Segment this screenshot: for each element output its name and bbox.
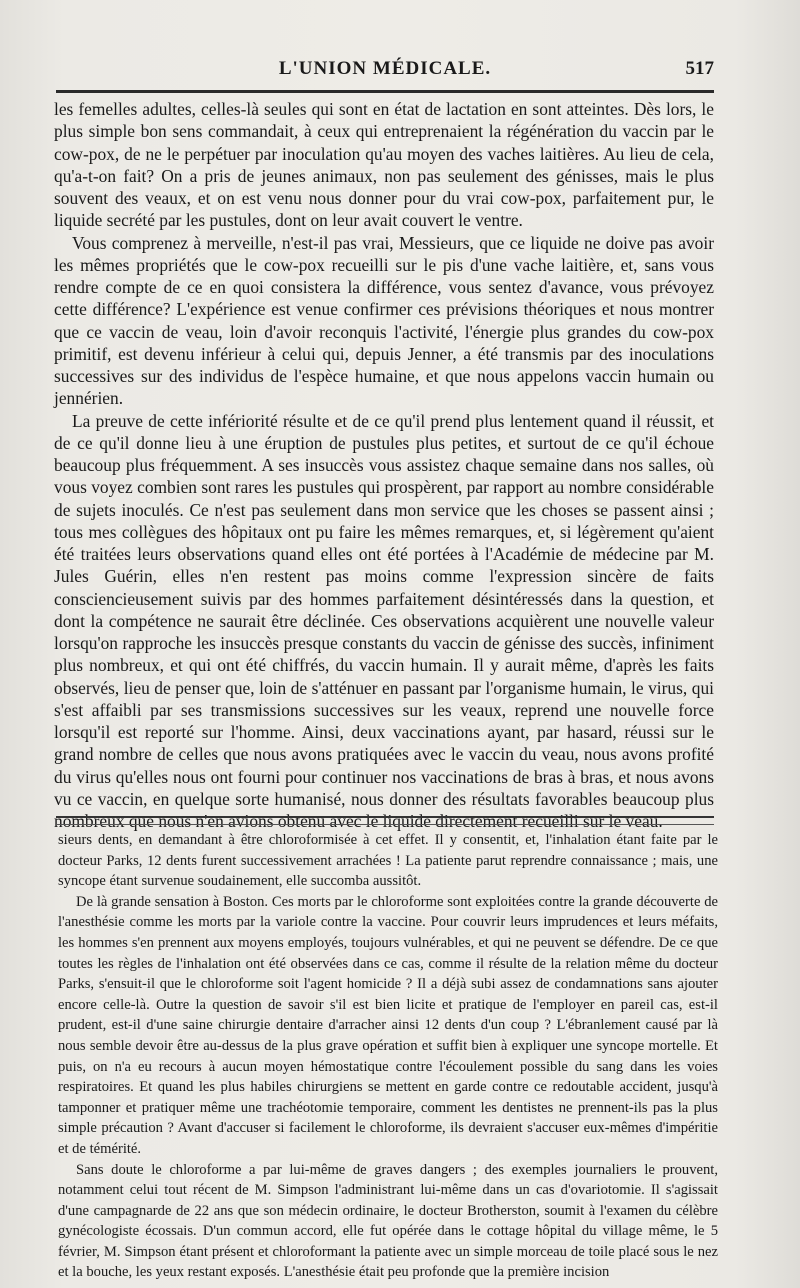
header-rule bbox=[56, 90, 714, 93]
main-paragraph: La preuve de cette infériorité résulte et de ce qu'il prend plus lentement quand il réussit, et de ce qu'il donne lieu à une éruption de pustules plus petites, et surtout de ce qu'il échoue beaucoup plus fréquemment. A ses insuccès vous assistez chaque semaine dans nos salles, où vous voyez combien sont rares les pustules qui prospèrent, par rapport au nombre considérable de sujets inoculés. Ce n'est pas seulement dans mon service que les choses se passent ainsi ; tous mes collègues des hôpitaux ont pu faire les mêmes remarques, et, si légèrement qu'aient été traitées leurs observations quand elles ont été portées à l'Académie de médecine par M. Jules Guérin, elles n'en restent pas moins comme l'expression sincère de faits consciencieusement suivis par des hommes parfaitement désintéressés dans la question, et dont la compétence ne saurait être déclinée. Ces observations acquièrent une nouvelle valeur lorsqu'on rapproche les insuccès presque constants du vaccin de génisse des succès, infiniment plus nombreux, et qui ont été chiffrés, du vaccin humain. Il y aurait même, d'après les faits observés, lieu de penser que, loin de s'atténuer en passant par l'organisme humain, le virus, qui s'est affaibli par ses transmissions successives sur les veaux, reprend une nouvelle force lorsqu'il est reporté sur l'homme. Ainsi, deux vaccinations ayant, par hasard, réussi sur le grand nombre de celles que nous avons pratiquées avec le vaccin du veau, nous avons profité du virus qu'elles nous ont fourni pour continuer nos vaccinations de bras à bras, et nous avons vu ce vaccin, en quelque sorte humanisé, nous donner des résultats favorables beaucoup plus nombreux que nous n'en avions obtenu avec le liquide directement recueilli sur le veau. bbox=[54, 410, 714, 831]
feuilleton-separator bbox=[56, 816, 714, 825]
feuilleton-paragraph: De là grande sensation à Boston. Ces morts par le chloroforme sont exploitées contre la grande découverte de l'anesthésie comme les morts par la variole contre la vaccine. Pour couvrir leurs imprudences et leurs méfaits, les hommes s'en prennent aux moyens employés, toujours vulnérables, et qui ne peuvent se défendre. De ce que toutes les règles de l'inhalation ont été observées dans ce cas, comme il résulte de la relation même du docteur Parks, s'ensuit-il que le chloroforme soit l'agent homicide ? Il a déjà subi assez de condamnations sans ajouter encore celle-là. Outre la question de savoir s'il est bien licite et pratique de l'employer en pareil cas, est-il prudent, est-il d'une saine chirurgie dentaire d'arracher ainsi 12 dents d'un coup ? L'ébranlement causé par là nous semble devoir être au-dessus de la plus grave opération et suffit bien à expliquer une syncope mortelle. Et puis, on n'a eu recours à aucun moyen hémostatique contre l'écoulement possible du sang dans les voies respiratoires. Et quand les plus habiles chirurgiens se mettent en garde contre ce redoutable accident, jusqu'à tamponner et pratiquer même une trachéotomie temporaire, comment les dentistes ne prennent-ils pas la plus simple précaution ? Avant d'accuser si facilement le chloroforme, ils devraient s'accuser eux-mêmes d'impéritie et de témérité. bbox=[58, 893, 718, 1157]
main-text bbox=[54, 98, 714, 832]
main-paragraph: les femelles adultes, celles-là seules qui sont en état de lactation en sont atteintes. Dès lors, le plus simple bon sens commandait, à ceux qui entreprenaient la régénération du vaccin par le cow-pox, de ne le perpétuer par inoculation qu'au moyen des vaches laitières. Au lieu de cela, qu'a-t-on fait? On a pris de jeunes animaux, non pas seulement des génisses, mais le plus souvent des veaux, et on est venu nous donner pour du vrai cow-pox, parfaitement pur, le liquide secrété par les pustules, dont on leur avait couvert le ventre. bbox=[54, 99, 714, 231]
feuilleton-paragraph: Sans doute le chloroforme a par lui-même de graves dangers ; des exemples journaliers le prouvent, notamment celui tout récent de M. Simpson l'administrant lui-même dans un cas d'ovariotomie. Il s'agissait d'une campagnarde de 22 ans que son médecin ordinaire, le docteur Brotherston, soumit à l'examen du célèbre gynécologiste écossais. D'un commun accord, elle fut opérée dans le cottage hôpital du village même, le 5 février, M. Simpson étant présent et chloroformant la patiente avec un simple morceau de toile placé sous le nez et la bouche, les yeux restant exposés. L'anesthésie était peu profonde que la première incision bbox=[58, 1161, 718, 1281]
page-number: 517 bbox=[685, 58, 714, 79]
journal-title: L'UNION MÉDICALE. bbox=[278, 58, 492, 79]
main-paragraph: Vous comprenez à merveille, n'est-il pas vrai, Messieurs, que ce liquide ne doive pas avoir les mêmes propriétés que le cow-pox recueilli sur le pis d'une vache laitière, et, sans vous rendre compte de ce en quoi consistera la différence, vous sentez d'avance, vous prévoyez cette différence? L'expérience est venue confirmer ces prévisions théoriques et nous montrer que ce vaccin de veau, loin d'avoir reconquis l'activité, l'énergie plus grandes du cow-pox primitif, est devenu inférieur à celui qui, depuis Jenner, a été transmis par des inoculations successives sur des individus de l'espèce humaine, et que nous appelons vaccin humain ou jennérien. bbox=[54, 232, 714, 409]
feuilleton-text bbox=[58, 830, 718, 1283]
feuilleton-paragraph: sieurs dents, en demandant à être chloroformisée à cet effet. Il y consentit, et, l'inhalation étant faite par le docteur Parks, 12 dents furent successivement arrachées ! La patiente parut reprendre connaissance ; mais, une syncope étant survenue soudainement, elle succomba aussitôt. bbox=[58, 832, 718, 890]
running-header bbox=[56, 58, 714, 84]
